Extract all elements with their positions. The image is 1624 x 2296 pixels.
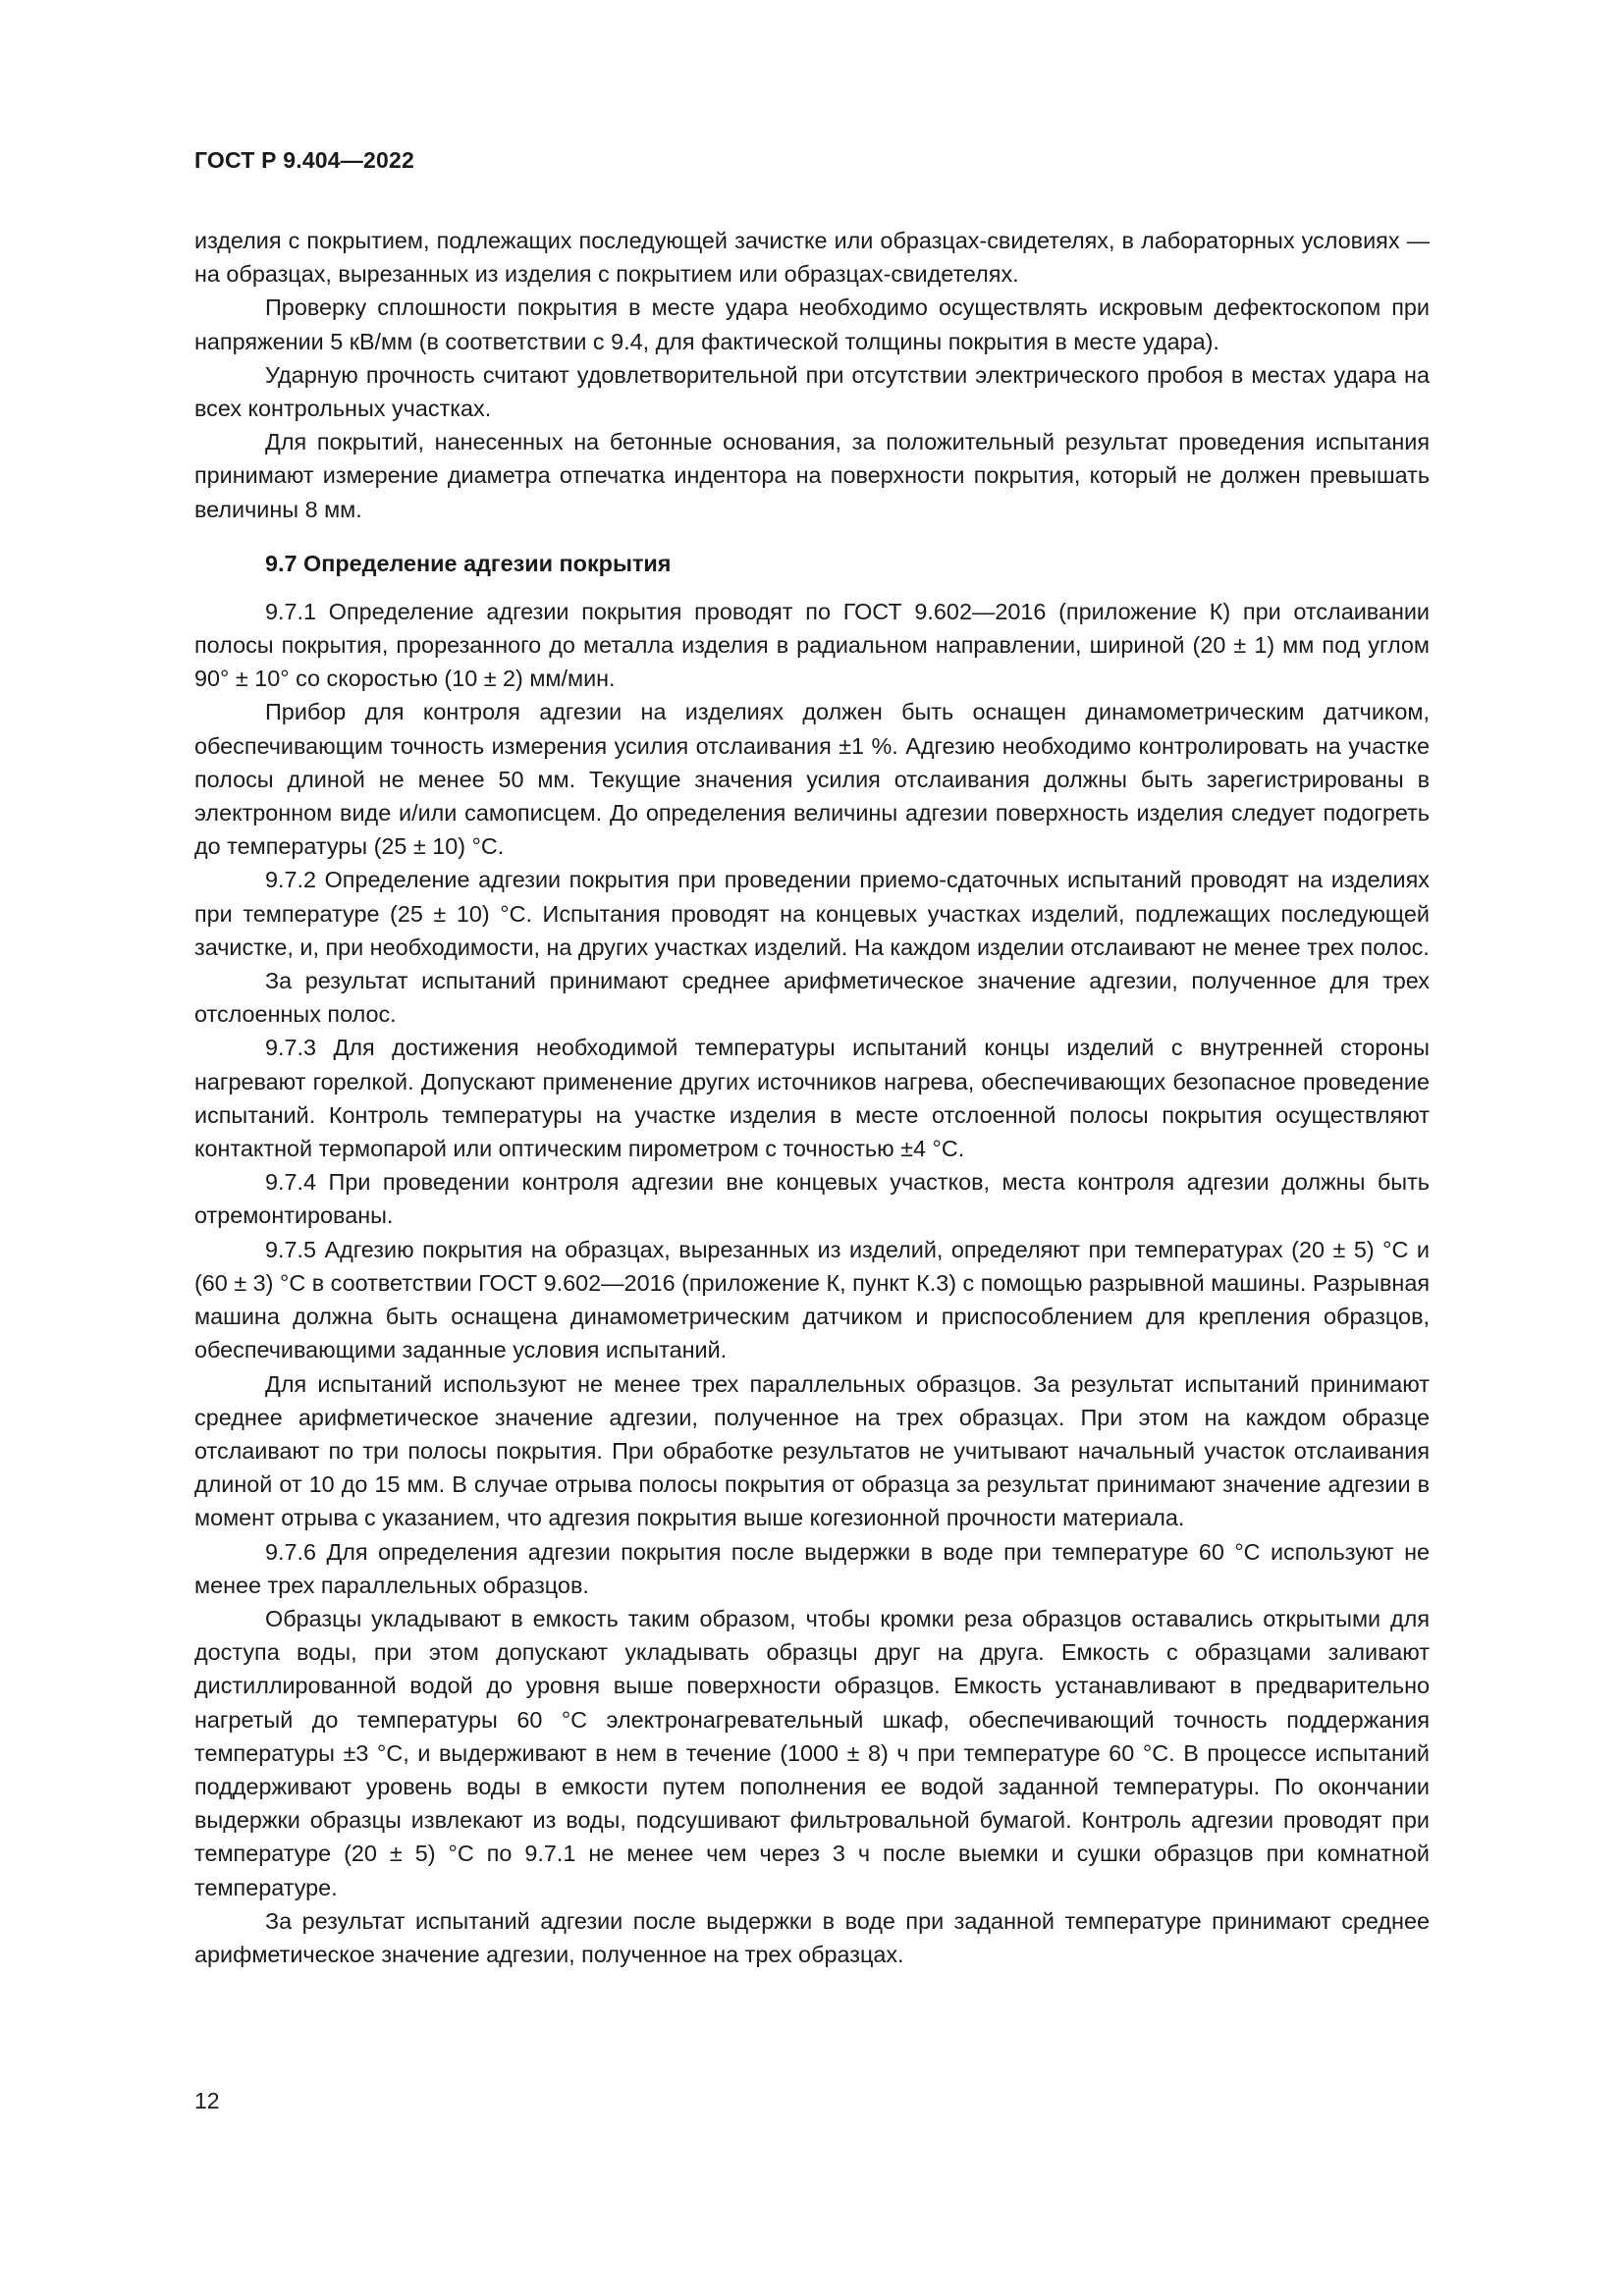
paragraph: изделия с покрытием, подлежащих последующей зачистке или образцах-свидетелях, в лабораторных условиях — на образцах, вырезанных из изделия с покрытием или образцах-свидетелях. (194, 228, 1430, 288)
document-body (194, 224, 1430, 1971)
document-header: ГОСТ Р 9.404—2022 (194, 147, 414, 173)
paragraph: За результат испытаний адгезии после выдержки в воде при заданной температуре принимают среднее арифметическое значение адгезии, полученное на трех образцах. (194, 1907, 1430, 1967)
paragraph: 9.7.1 Определение адгезии покрытия проводят по ГОСТ 9.602—2016 (приложение К) при отслаивании полосы покрытия, прорезанного до металла изделия в радиальном направлении, шириной (20 ± 1) мм под углом 90° ± 10° со скоростью (10 ± 2) мм/мин. (194, 598, 1430, 692)
paragraph: Прибор для контроля адгезии на изделиях должен быть оснащен динамометрическим датчиком, обеспечивающим точность измерения усилия отслаивания ±1 %. Адгезию необходимо контролировать на участке полосы длиной не менее 50 мм. Текущие значения усилия отслаивания должны быть зарегистрированы в электронном виде и/или самописцем. До определения величины адгезии поверхность изделия следует подогреть до температуры (25 ± 10) °С. (194, 699, 1430, 860)
section-heading: 9.7 Определение адгезии покрытия (265, 550, 672, 576)
paragraph: 9.7.5 Адгезию покрытия на образцах, вырезанных из изделий, определяют при температурах (20 ± 5) °С и (60 ± 3) °С в соответствии ГОСТ 9.602—2016 (приложение К, пункт К.3) с помощью разрывной машины. Разрывная машина должна быть оснащена динамометрическим датчиком и приспособлением для крепления образцов, обеспечивающими заданные условия испытаний. (194, 1236, 1430, 1363)
paragraph: Ударную прочность считают удовлетворительной при отсутствии электрического пробоя в местах удара на всех контрольных участках. (194, 361, 1430, 422)
paragraph: 9.7.3 Для достижения необходимой температуры испытаний концы изделий с внутренней стороны нагревают горелкой. Допускают применение других источников нагрева, обеспечивающих безопасное проведение испытаний. Контроль температуры на участке изделия в месте отслоенной полосы покрытия осуществляют контактной термопарой или оптическим пирометром с точностью ±4 °С. (194, 1035, 1430, 1162)
paragraph: За результат испытаний принимают среднее арифметическое значение адгезии, полученное для трех отслоенных полос. (194, 968, 1430, 1028)
paragraph: Для испытаний используют не менее трех параллельных образцов. За результат испытаний принимают среднее арифметическое значение адгезии, полученное на трех образцах. При этом на каждом образце отслаивают по три полосы покрытия. При обработке результатов не учитывают начальный участок отслаивания длиной от 10 до 15 мм. В случае отрыва полосы покрытия от образца за результат принимают значение адгезии в момент отрыва с указанием, что адгезия покрытия выше когезионной прочности материала. (194, 1370, 1430, 1531)
paragraph: 9.7.4 При проведении контроля адгезии вне концевых участков, места контроля адгезии должны быть отремонтированы. (194, 1169, 1430, 1229)
paragraph: 9.7.6 Для определения адгезии покрытия после выдержки в воде при температуре 60 °С используют не менее трех параллельных образцов. (194, 1538, 1430, 1598)
paragraph: Для покрытий, нанесенных на бетонные основания, за положительный результат проведения испытания принимают измерение диаметра отпечатка индентора на поверхности покрытия, который не должен превышать величины 8 мм. (194, 429, 1430, 522)
paragraph: Образцы укладывают в емкость таким образом, чтобы кромки реза образцов оставались открытыми для доступа воды, при этом допускают укладывать образцы друг на друга. Емкость с образцами заливают дистиллированной водой до уровня выше поверхности образцов. Емкость устанавливают в предварительно нагретый до температуры 60 °С электронагревательный шкаф, обеспечивающий точность поддержания температуры ±3 °С, и выдерживают в нем в течение (1000 ± 8) ч при температуре 60 °С. В процессе испытаний поддерживают уровень воды в емкости путем пополнения ее водой заданной температуры. По окончании выдержки образцы извлекают из воды, подсушивают фильтровальной бумагой. Контроль адгезии проводят при температуре (20 ± 5) °С по 9.7.1 не менее чем через 3 ч после выемки и сушки образцов при комнатной температуре. (194, 1605, 1430, 1900)
paragraph: 9.7.2 Определение адгезии покрытия при проведении приемо-сдаточных испытаний проводят на изделиях при температуре (25 ± 10) °С. Испытания проводят на концевых участках изделий, подлежащих последующей зачистке, и, при необходимости, на других участках изделий. На каждом изделии отслаивают не менее трех полос. (194, 867, 1430, 960)
paragraph: Проверку сплошности покрытия в месте удара необходимо осуществлять искровым дефектоскопом при напряжении 5 кВ/мм (в соответствии с 9.4, для фактической толщины покрытия в месте удара). (194, 294, 1430, 354)
page-number: 12 (194, 2088, 220, 2113)
